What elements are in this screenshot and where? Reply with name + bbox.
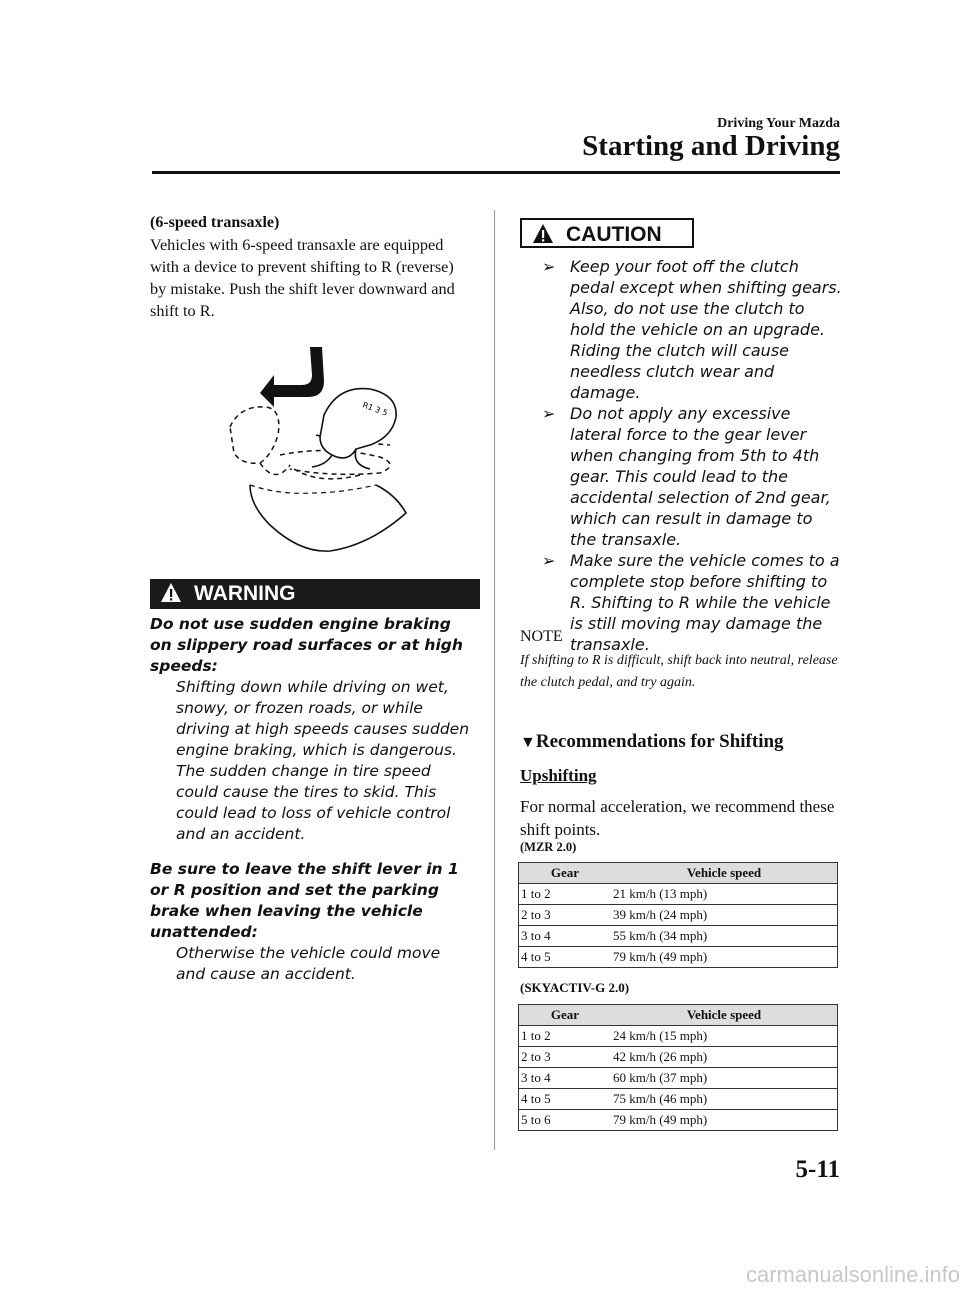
shift-table-mzr [518, 862, 838, 968]
table-row: 1 to 2 24 km/h (15 mph) [519, 1026, 838, 1047]
col-speed: Vehicle speed [611, 1005, 838, 1026]
transaxle-heading: (6-speed transaxle) [150, 214, 280, 231]
table-row: 1 to 2 21 km/h (13 mph) [519, 884, 838, 905]
page-number: 5-11 [795, 1156, 840, 1183]
gear-pattern-label: R1 3 5 [361, 400, 389, 418]
caution-list [542, 256, 842, 655]
arrow-bullet-icon: ➢ [542, 404, 556, 423]
section-name: Driving Your Mazda [717, 116, 840, 131]
caution-item: ➢ Make sure the vehicle comes to a complete stop before shifting to R. Shifting to R while the vehicle is still moving may damage the transaxle. [542, 551, 840, 654]
page-title: Starting and Driving [582, 130, 840, 162]
caution-label-box [520, 218, 694, 248]
caution-item: ➢ Do not apply any excessive lateral force to the gear lever when changing from 5th to 4th gear. This could lead to the accidental selection of 2nd gear, which can result in damage to the transaxle. [542, 404, 831, 549]
watermark: carmanualsonline.info [745, 1262, 960, 1287]
col-gear: Gear [519, 1005, 612, 1026]
table-row: 4 to 5 75 km/h (46 mph) [519, 1089, 838, 1110]
table-row: 2 to 3 39 km/h (24 mph) [519, 905, 838, 926]
col-gear: Gear [519, 863, 612, 884]
shift-table-skyactiv [518, 1004, 838, 1131]
triangle-bullet-icon: ▼ [520, 734, 536, 751]
note-label: NOTE [520, 628, 563, 645]
gear-shift-lever-illustration [220, 345, 420, 555]
arrow-bullet-icon: ➢ [542, 257, 556, 276]
col-speed: Vehicle speed [611, 863, 838, 884]
warning-item2-body: Otherwise the vehicle could move and cause an accident. [176, 944, 441, 983]
upshifting-heading: Upshifting [520, 766, 597, 785]
table-row: 2 to 3 42 km/h (26 mph) [519, 1047, 838, 1068]
arrow-bullet-icon: ➢ [542, 551, 556, 570]
warning-label: WARNING [194, 582, 296, 605]
table-row: 3 to 4 60 km/h (37 mph) [519, 1068, 838, 1089]
recommendations-heading: ▼Recommendations for Shifting [520, 731, 784, 752]
warning-item2-title: Be sure to leave the shift lever in 1 or R position and set the parking brake when leaving the vehicle unattended: [150, 860, 459, 941]
caution-item: ➢ Keep your foot off the clutch pedal except when shifting gears. Also, do not use the clutch to hold the vehicle on an upgrade. Riding the clutch will cause needless clutch wear and damage. [542, 257, 842, 402]
warning-content [150, 614, 470, 985]
warning-item1-title: Do not use sudden engine braking on slippery road surfaces or at high speeds: [150, 615, 463, 675]
table2-label: (SKYACTIV-G 2.0) [520, 980, 630, 995]
table1-label: (MZR 2.0) [520, 840, 577, 854]
caution-label: CAUTION [566, 223, 662, 246]
table-row: 4 to 5 79 km/h (49 mph) [519, 947, 838, 968]
warning-item1-body: Shifting down while driving on wet, snowy, or frozen roads, or while driving at high speeds causes sudden engine braking, which is dangerous. The sudden change in tire speed could cause the tires to skid. This could lead to loss of vehicle control and an accident. [176, 678, 470, 843]
transaxle-body: Vehicles with 6-speed transaxle are equipped with a device to prevent shifting to R (reverse) by mistake. Push the shift lever downward and shift to R. [150, 235, 455, 320]
caution-triangle-icon [532, 223, 554, 245]
table-row: 5 to 6 79 km/h (49 mph) [519, 1110, 838, 1131]
note-body: If shifting to R is difficult, shift back into neutral, release the clutch pedal, and try again. [520, 653, 838, 690]
column-divider [494, 210, 495, 1150]
header-rule [152, 171, 840, 174]
push-down-arrow-icon [260, 347, 324, 407]
upshift-body: For normal acceleration, we recommend these shift points. [520, 797, 835, 839]
warning-triangle-icon [160, 582, 182, 604]
table-row: 3 to 4 55 km/h (34 mph) [519, 926, 838, 947]
warning-label-box [150, 579, 480, 609]
note-block [520, 626, 840, 694]
left-intro [150, 212, 470, 322]
